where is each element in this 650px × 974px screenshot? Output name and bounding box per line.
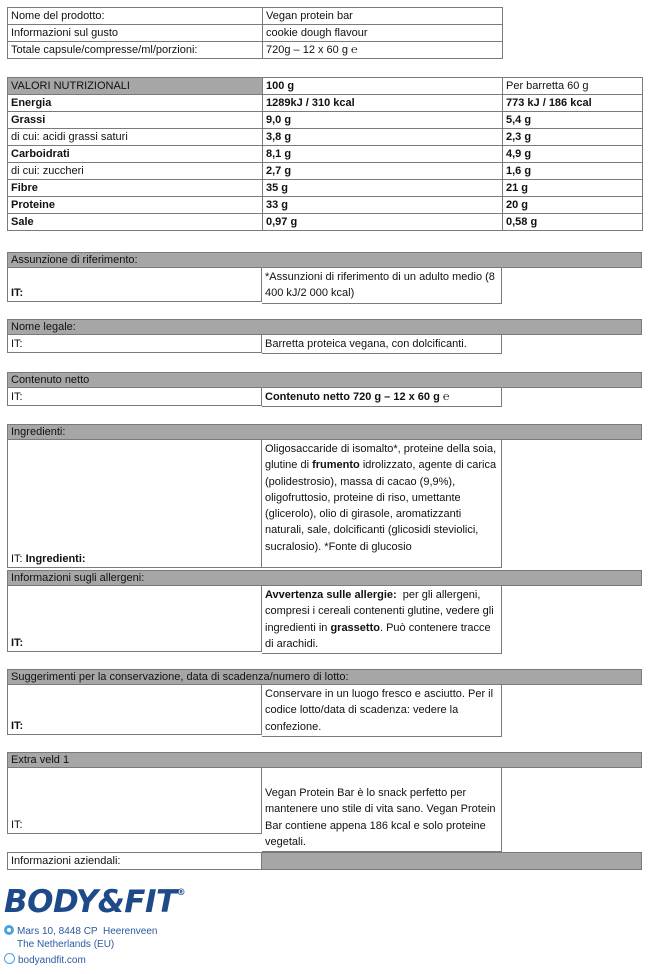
allergens-text-a: per gli allergeni, compresi i cereali contenenti glutine, vedere gli ingredienti in (265, 589, 497, 634)
logo-text: BODY&FIT (4, 884, 177, 920)
product-info-row (8, 8, 503, 25)
company-address-country (4, 938, 114, 951)
nutrient-value-100g: 35 g (263, 180, 503, 197)
nutrition-row (8, 112, 643, 129)
language-label: IT: (7, 586, 262, 652)
section-header: Informazioni aziendali: (7, 852, 262, 870)
section-header: Assunzione di riferimento: (7, 252, 642, 268)
allergens-text (262, 586, 502, 654)
language-label: IT: (7, 768, 262, 834)
address-line-1: Mars 10, 8448 CP Heerenveen (17, 926, 158, 937)
nutrient-name: Energia (8, 95, 263, 112)
product-info-label: Nome del prodotto: (8, 8, 263, 25)
ingredients-text (262, 440, 502, 568)
nutrition-row (8, 146, 643, 163)
nutrient-name: di cui: zuccheri (8, 163, 263, 180)
nutrition-row (8, 95, 643, 112)
nutrition-header: VALORI NUTRIZIONALI (8, 78, 263, 95)
nutrition-row (8, 197, 643, 214)
nutrient-value-100g: 1289kJ / 310 kcal (263, 95, 503, 112)
company-logo (4, 884, 185, 920)
logo-registered-mark: ® (176, 888, 186, 898)
website-link[interactable]: bodyandfit.com (18, 955, 86, 966)
section-header: Nome legale: (7, 319, 642, 335)
allergens-bold-word: grassetto (330, 621, 380, 634)
net-content-text: Contenuto netto 720 g – 12 x 60 g ℮ (262, 388, 502, 407)
nutrition-table (7, 77, 643, 231)
ingredients-label: Ingredienti: (25, 553, 86, 565)
nutrition-header-row (8, 78, 643, 95)
globe-icon (4, 953, 15, 964)
allergens-section (7, 570, 642, 654)
product-info-section (7, 7, 503, 59)
language-label: IT: (7, 335, 262, 353)
nutrient-value-per-bar: 5,4 g (503, 112, 643, 129)
nutrient-value-per-bar: 1,6 g (503, 163, 643, 180)
nutrient-name: Fibre (8, 180, 263, 197)
nutrient-name: Proteine (8, 197, 263, 214)
allergens-warning: Avvertenza sulle allergie: (265, 589, 397, 601)
product-info-row (8, 25, 503, 42)
nutrient-value-100g: 2,7 g (263, 163, 503, 180)
legal-name-section (7, 319, 642, 354)
reference-text: *Assunzioni di riferimento di un adulto medio (8 400 kJ/2 000 kcal) (262, 268, 502, 304)
nutrition-row (8, 180, 643, 197)
storage-section (7, 669, 642, 737)
section-header: Extra veld 1 (7, 752, 642, 768)
company-section (7, 852, 642, 870)
product-info-label: Informazioni sul gusto (8, 25, 263, 42)
ingredients-allergen: frumento (312, 459, 360, 472)
language-prefix: IT: (11, 553, 26, 565)
nutrient-value-per-bar: 21 g (503, 180, 643, 197)
nutrient-value-100g: 3,8 g (263, 129, 503, 146)
nutrition-table-section (7, 77, 643, 231)
nutrition-row (8, 214, 643, 231)
nutrient-name: Sale (8, 214, 263, 231)
product-info-value: 720g – 12 x 60 g ℮ (263, 42, 503, 59)
reference-section (7, 252, 642, 304)
ingredients-section (7, 424, 642, 568)
language-label (7, 440, 262, 568)
language-label: IT: (7, 388, 262, 406)
nutrient-value-per-bar: 2,3 g (503, 129, 643, 146)
nutrient-value-100g: 33 g (263, 197, 503, 214)
address-line-2: The Netherlands (EU) (17, 939, 115, 950)
location-pin-icon (4, 925, 14, 935)
ingredients-text-b: idrolizzato, agente di carica (polidestrosio), massa di cacao (9,9%), oligofruttosio, proteine di riso, umettante (glicerolo), olio di girasole, aromatizzanti naturali, sale, dolcificanti (glicosidi steviolici, sucralosio). *Fonte di glucosio (265, 459, 497, 553)
nutrient-value-per-bar: 20 g (503, 197, 643, 214)
nutrient-value-per-bar: 0,58 g (503, 214, 643, 231)
net-content-section (7, 372, 642, 407)
language-label: IT: (7, 685, 262, 735)
nutrient-value-100g: 8,1 g (263, 146, 503, 163)
allergens-text-b: . Può contenere tracce di arachidi. (265, 621, 491, 650)
nutrition-header: 100 g (263, 78, 503, 95)
company-info-fill (262, 852, 642, 870)
storage-text: Conservare in un luogo fresco e asciutto. Per il codice lotto/data di scadenza: vedere la confezione. (262, 685, 502, 737)
nutrient-value-100g: 0,97 g (263, 214, 503, 231)
nutrient-value-per-bar: 773 kJ / 186 kcal (503, 95, 643, 112)
extra-section (7, 752, 642, 852)
extra-text: Vegan Protein Bar è lo snack perfetto per mantenere uno stile di vita sano. Vegan Protein Bar contiene appena 186 kcal e solo proteine vegetali. (262, 768, 502, 852)
product-info-value: cookie dough flavour (263, 25, 503, 42)
product-info-row (8, 42, 503, 59)
nutrient-name: di cui: acidi grassi saturi (8, 129, 263, 146)
section-header: Informazioni sugli allergeni: (7, 570, 642, 586)
ingredients-text-a: Oligosaccaride di isomalto*, proteine della soia, glutine di (265, 443, 497, 472)
language-label: IT: (7, 268, 262, 302)
nutrition-row (8, 163, 643, 180)
section-header: Suggerimenti per la conservazione, data di scadenza/numero di lotto: (7, 669, 642, 685)
company-website[interactable] (4, 953, 86, 967)
section-header: Ingredienti: (7, 424, 642, 440)
nutrition-header: Per barretta 60 g (503, 78, 643, 95)
nutrition-row (8, 129, 643, 146)
nutrient-value-100g: 9,0 g (263, 112, 503, 129)
product-info-value: Vegan protein bar (263, 8, 503, 25)
section-header: Contenuto netto (7, 372, 642, 388)
nutrient-name: Grassi (8, 112, 263, 129)
company-address (4, 925, 157, 938)
product-info-label: Totale capsule/compresse/ml/porzioni: (8, 42, 263, 59)
nutrient-name: Carboidrati (8, 146, 263, 163)
legal-name-text: Barretta proteica vegana, con dolcificanti. (262, 335, 502, 354)
nutrient-value-per-bar: 4,9 g (503, 146, 643, 163)
